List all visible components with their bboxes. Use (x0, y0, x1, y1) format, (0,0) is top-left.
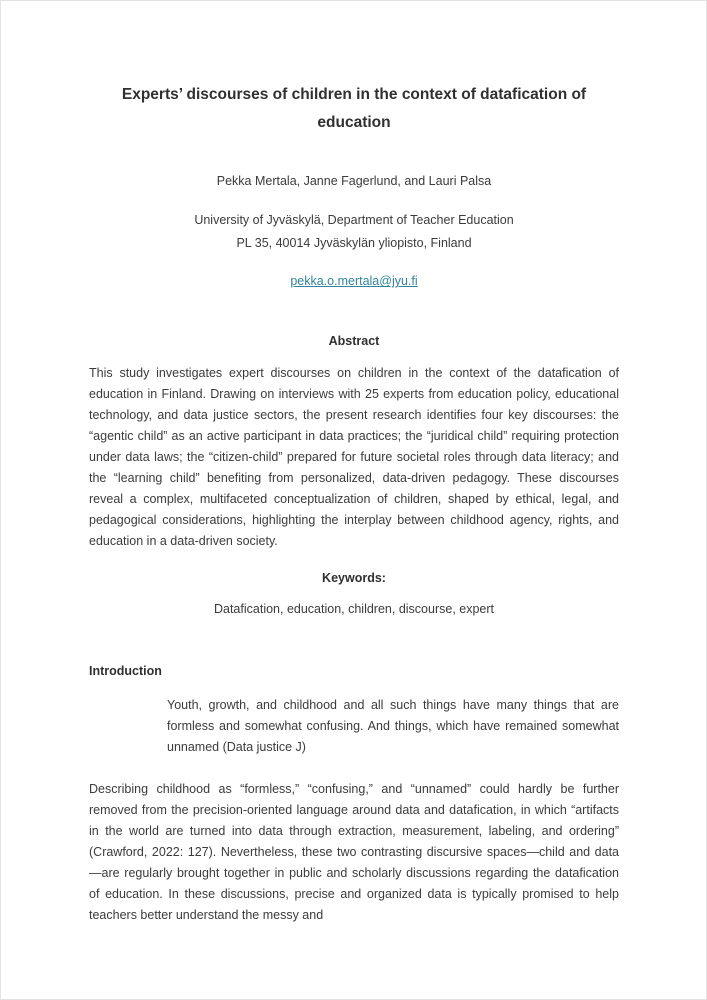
introduction-heading: Introduction (89, 664, 162, 679)
abstract-text: This study investigates expert discourses on children in the context of the datafication of education in Finland. Drawing on interviews with 25 experts from education policy, educational technology, and data justice sectors, the present research identifies four key discourses: the “agentic child” as an active participant in data practices; the “juridical child” requiring protection under data laws; the “citizen-child” prepared for future societal roles through data literacy; and the “learning child” benefiting from personalized, data-driven pedagogy. These discourses reveal a complex, multifaceted conceptualization of children, shaped by ethical, legal, and pedagogical considerations, highlighting the interplay between childhood agency, rights, and education in a data-driven society. (89, 366, 619, 549)
abstract-heading: Abstract (328, 334, 380, 349)
affiliation-line-1: University of Jyväskylä, Department of Teacher Education (194, 213, 514, 228)
email-link[interactable]: pekka.o.mertala@jyu.fi (290, 274, 418, 289)
keywords-heading: Keywords: (322, 571, 386, 586)
paper-title: Experts’ discourses of children in the context of datafication of education (121, 86, 587, 131)
affiliation-line-2: PL 35, 40014 Jyväskylän yliopisto, Finland (236, 235, 472, 250)
introduction-paragraph-1: Describing childhood as “formless,” “confusing,” and “unnamed” could hardly be further removed from the precision-oriented language around data and datafication, in which “artifacts in the world are turned into data through extraction, measurement, labeling, and ordering” (Crawford, 2022: 127). Nevertheless, these two contrasting discursive spaces—child and data—are regularly brought together in public and scholarly discussions regarding the datafication of education. In these discussions, precise and organized data is typically promised to help teachers better understand the messy and (89, 782, 619, 923)
authors-line: Pekka Mertala, Janne Fagerlund, and Lauri Palsa (216, 173, 492, 188)
email-row (89, 274, 619, 288)
keywords-list: Datafication, education, children, discourse, expert (213, 602, 495, 617)
epigraph-quote: Youth, growth, and childhood and all such things have many things that are formless and somewhat confusing. And things, which have remained somewhat unnamed (Data justice J) (167, 698, 619, 755)
